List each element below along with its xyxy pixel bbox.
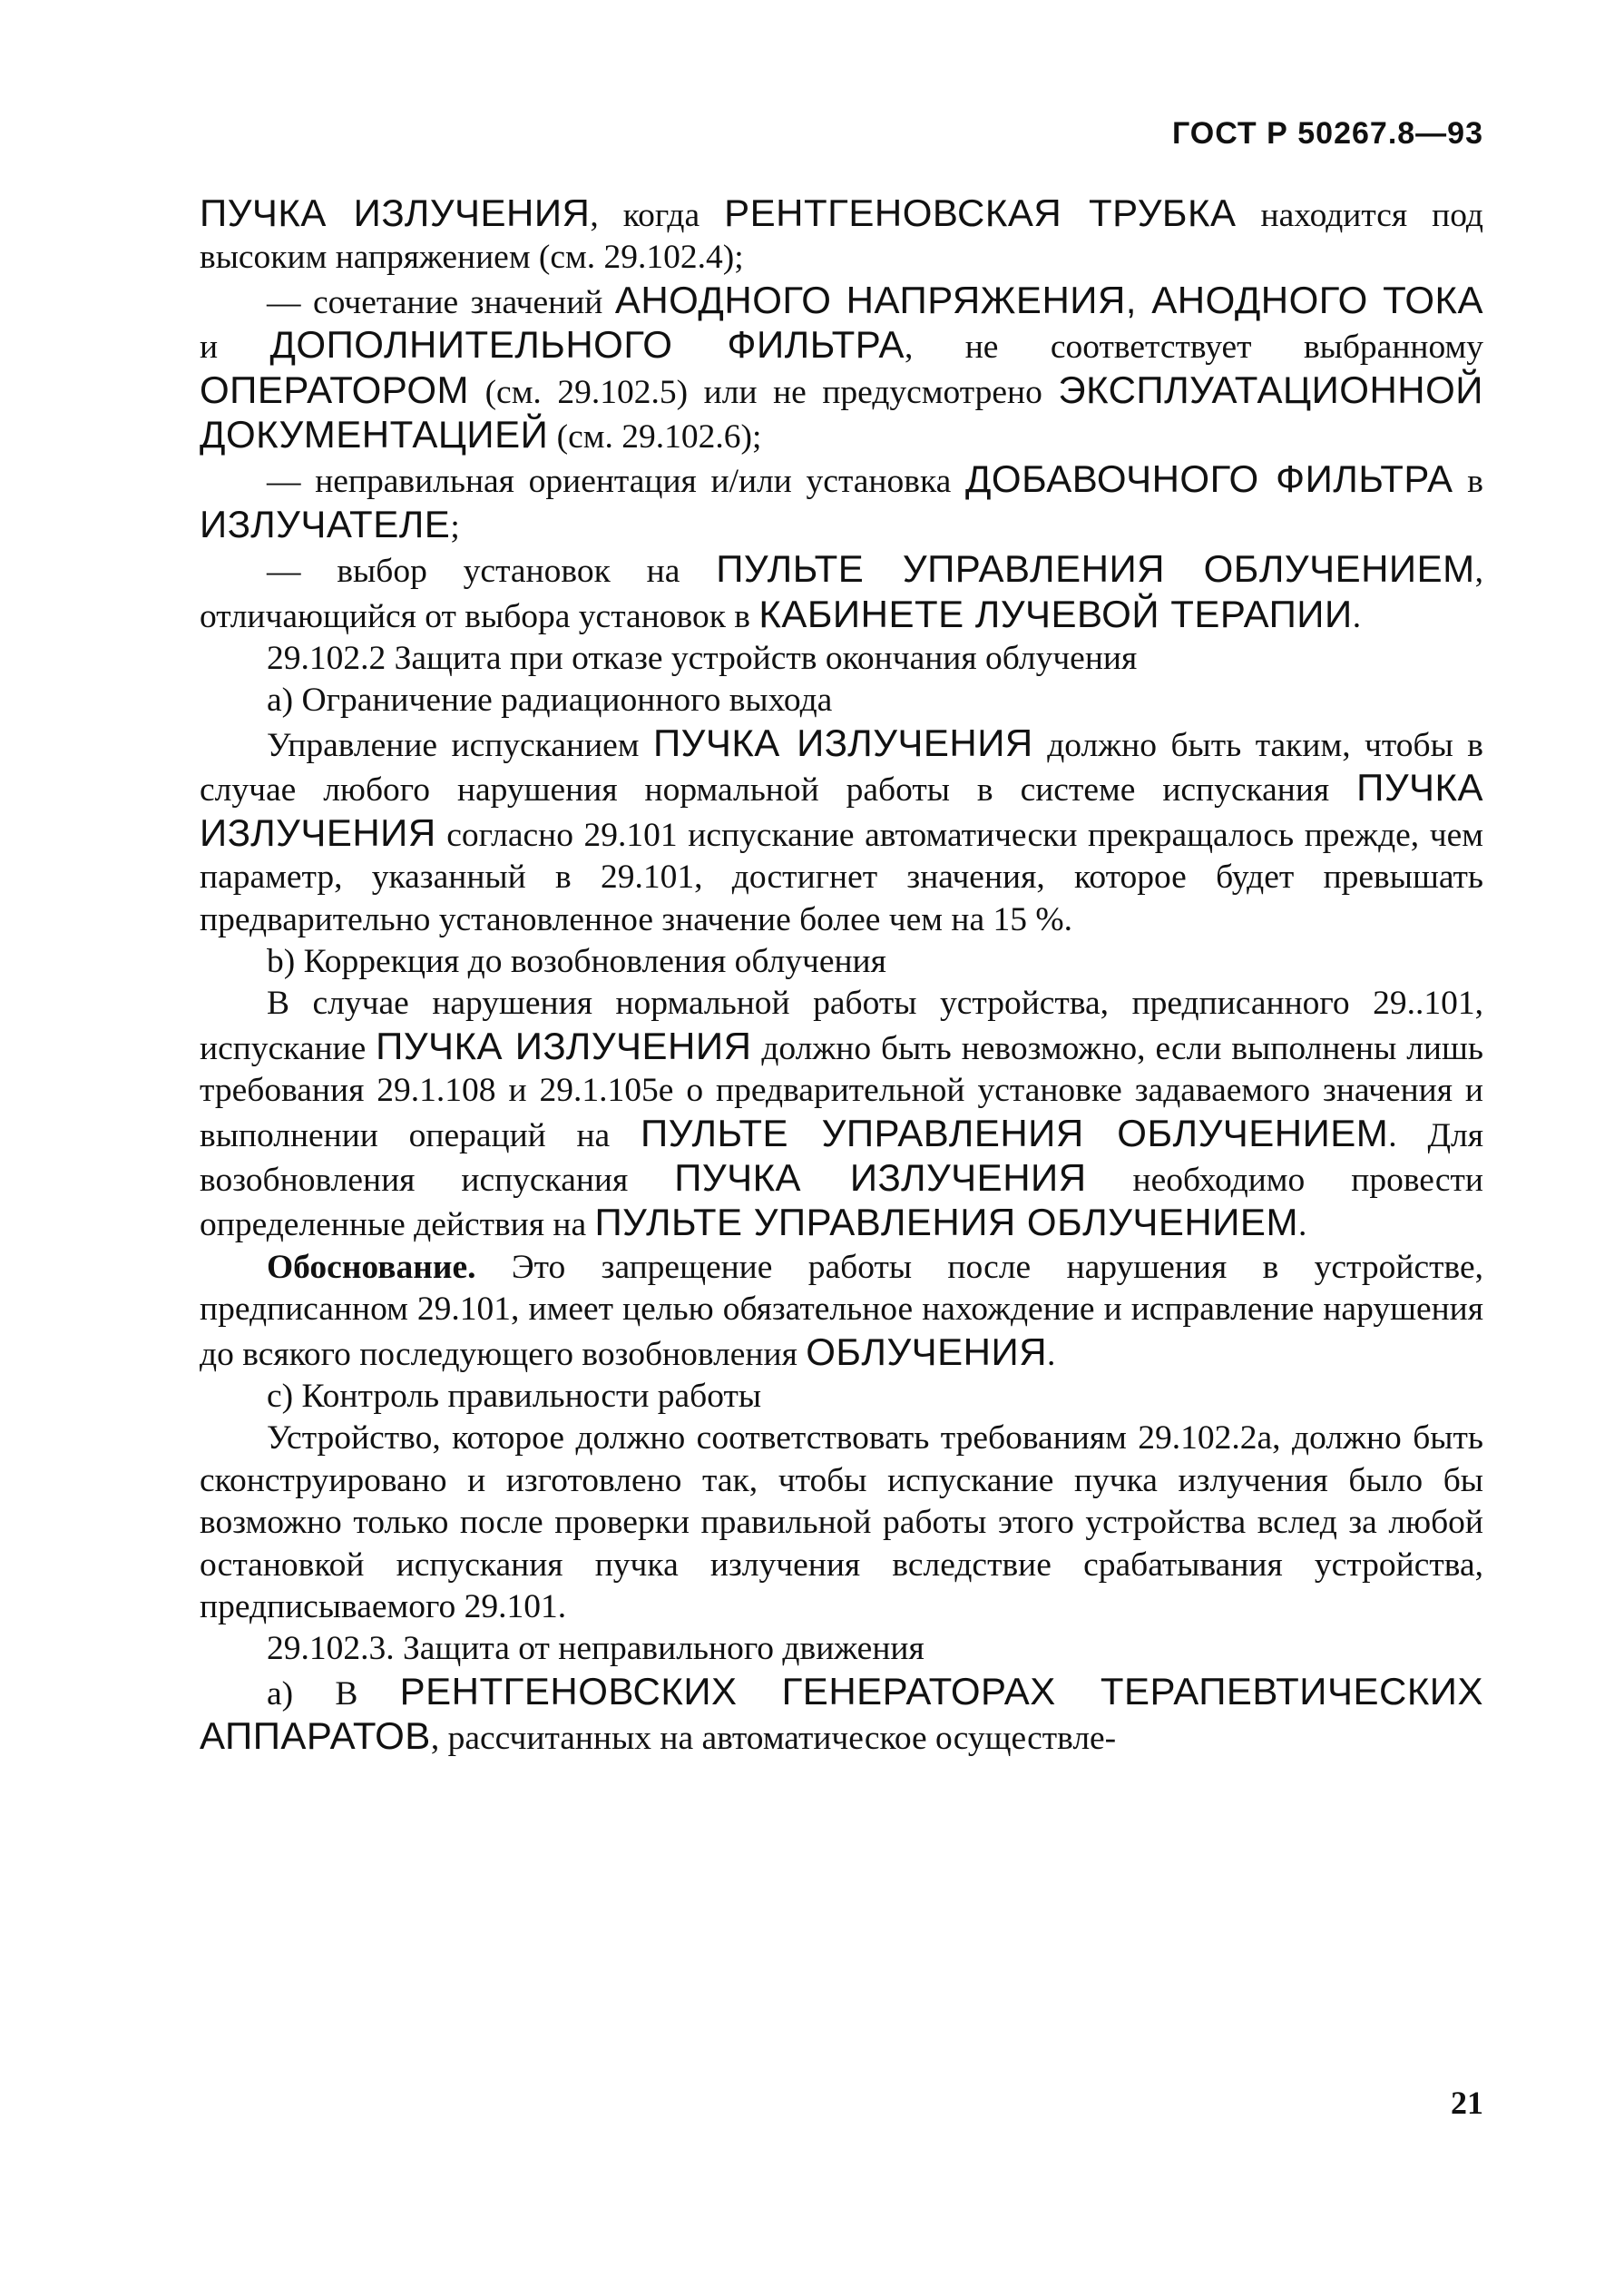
paragraph	[200, 548, 1483, 638]
term: ПУЧКА ИЗЛУЧЕНИЯ	[376, 1024, 752, 1067]
text-run: , отличающийся от выбора установок в	[200, 553, 1483, 635]
term: ПУЧКА ИЗЛУЧЕНИЯ	[200, 191, 591, 234]
term: ДОПОЛНИТЕЛЬНОГО ФИЛЬТРА	[269, 323, 905, 367]
term: ИЗЛУЧАТЕЛЕ	[200, 502, 451, 545]
text-run: , когда	[590, 197, 725, 234]
text-run: — сочетание значений	[267, 283, 615, 321]
term: РЕНТГЕНОВСКИХ ГЕНЕРАТОРАХ ТЕРАПЕВТИЧЕСКИХ АППАРАТОВ	[200, 1669, 1483, 1758]
subsection-heading: с) Контроль правильности работы	[267, 1377, 762, 1415]
text-run: В случае нарушения нормальной работы устройства, предписанного 29..101, испускание	[200, 985, 1483, 1067]
body-text	[200, 192, 1483, 1761]
paragraph	[200, 983, 1483, 1246]
text-run: .	[1047, 1335, 1056, 1373]
page-number: 21	[1451, 2085, 1483, 2121]
text-run: ;	[450, 507, 460, 545]
text-run: (см. 29.102.5) или не предусмотрено	[469, 373, 1059, 411]
rationale-label: Обоснование.	[267, 1248, 476, 1286]
text-run: — выбор установок на	[267, 553, 717, 591]
term: ПУЛЬТЕ УПРАВЛЕНИЯ ОБЛУЧЕНИЕМ	[641, 1111, 1389, 1154]
paragraph	[200, 458, 1483, 548]
paragraph: Устройство, которое должно соответствовать требованиям 29.102.2а, должно быть сконструировано и изготовлено так, чтобы испускание пучка излучения было бы возможно только после проверки правильной работы этого устройства вслед за любой остановкой испускания пучка излучения вследствие срабатывания устройства, предписываемого 29.101.	[200, 1419, 1483, 1625]
term: ПУЧКА ИЗЛУЧЕНИЯ	[200, 766, 1483, 854]
text-run: .	[1297, 1206, 1307, 1244]
subsection-heading: а) Ограничение радиационного выхода	[267, 682, 833, 720]
term: ДОБАВОЧНОГО ФИЛЬТРА	[964, 457, 1453, 501]
text-run: .	[1352, 597, 1362, 635]
paragraph	[200, 722, 1483, 941]
term: ОБЛУЧЕНИЯ	[806, 1330, 1048, 1373]
text-run: согласно 29.101 испускание автоматически прекращалось прежде, чем параметр, указанный в 29.101, достигнет значения, которое будет превышать предварительно установленное значение более чем на 15 %.	[200, 816, 1483, 938]
paragraph	[200, 1671, 1483, 1761]
text-run: , не соответствует выбранному	[904, 329, 1483, 367]
term: КАБИНЕТЕ ЛУЧЕВОЙ ТЕРАПИИ	[758, 592, 1353, 635]
term: ПУЧКА ИЗЛУЧЕНИЯ	[674, 1155, 1087, 1199]
text-run: Управление испусканием	[267, 726, 653, 764]
text-run: и	[200, 329, 270, 367]
text-run: должно быть таким, чтобы в случае любого нарушения нормальной работы в системе испускания	[200, 726, 1483, 810]
text-run: , рассчитанных на автоматическое осуществле-	[430, 1720, 1117, 1758]
term: ПУЛЬТЕ УПРАВЛЕНИЯ ОБЛУЧЕНИЕМ	[716, 547, 1475, 591]
subsection-heading: b) Коррекция до возобновления облучения	[267, 942, 886, 980]
paragraph	[200, 280, 1483, 459]
term: ПУЧКА ИЗЛУЧЕНИЯ	[652, 721, 1033, 764]
section-heading: 29.102.2 Защита при отказе устройств окончания облучения	[267, 640, 1138, 678]
term: ЭКСПЛУАТАЦИОННОЙ ДОКУМЕНТАЦИЕЙ	[200, 368, 1483, 456]
text-run: находится под высоким напряжением (см. 29.102.4);	[200, 197, 1483, 277]
text-run: — неправильная ориентация и/или установка	[267, 463, 965, 501]
text-run: а) В	[267, 1674, 400, 1713]
text-run: необходимо провести определенные действия на	[200, 1161, 1483, 1244]
term: ОПЕРАТОРОМ	[200, 368, 469, 411]
text-run: Это запрещение работы после нарушения в устройстве, предписанном 29.101, имеет целью обязательное нахождение и исправление нарушения до всякого последующего возобновления	[200, 1248, 1483, 1373]
paragraph	[200, 1247, 1483, 1376]
term: ПУЛЬТЕ УПРАВЛЕНИЯ ОБЛУЧЕНИЕМ	[594, 1201, 1298, 1244]
paragraph	[200, 192, 1483, 280]
text-run: . Для возобновления испускания	[200, 1116, 1483, 1199]
text-run: (см. 29.102.6);	[548, 418, 762, 456]
text-run: должно быть невозможно, если выполнены лишь требования 29.1.108 и 29.1.105е о предварительной установке задаваемого значения и выполнении операций на	[200, 1029, 1483, 1154]
text-run: в	[1453, 463, 1483, 501]
term: АНОДНОГО НАПРЯЖЕНИЯ, АНОДНОГО ТОКА	[614, 278, 1483, 321]
standard-header: ГОСТ Р 50267.8—93	[1171, 116, 1483, 151]
term: РЕНТГЕНОВСКАЯ ТРУБКА	[724, 191, 1237, 234]
section-heading: 29.102.3. Защита от неправильного движения	[267, 1630, 925, 1668]
